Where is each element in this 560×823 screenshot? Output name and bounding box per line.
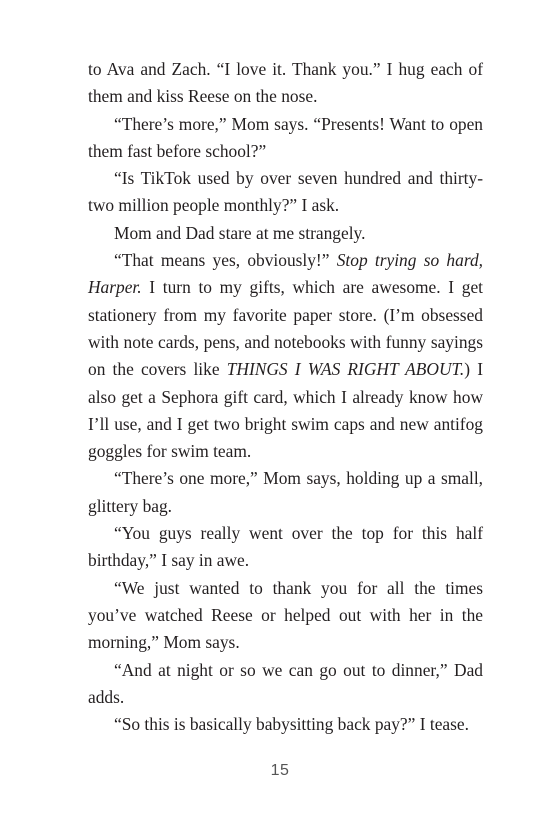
text-run: “Is TikTok used by over seven hundred and thirty-two million people monthly?” I ask. (88, 168, 483, 216)
text-run: to Ava and Zach. “I love it. Thank you.” I hug each of them and kiss Reese on the nose. (88, 59, 483, 107)
paragraph (88, 220, 483, 247)
paragraph (88, 520, 483, 575)
italic-text-run: THINGS I WAS RIGHT ABOUT. (226, 359, 465, 380)
page-number: 15 (270, 762, 290, 779)
text-run: “We just wanted to thank you for all the times you’ve watched Reese or helped out with her in the morning,” Mom says. (88, 577, 483, 653)
text-run: ) I also get a Sephora gift card, which I already know how I’ll use, and I get two bright swim caps and new antifog goggles for swim team. (88, 359, 483, 462)
paragraph (88, 465, 483, 520)
paragraph (88, 56, 483, 111)
text-run: “That means yes, obviously!” (114, 250, 337, 271)
page-body (88, 56, 483, 738)
text-run: I turn to my gifts, which are awesome. I get stationery from my favorite paper store. (I’m obsessed with note cards, pens, and notebooks with funny sayings on the covers like (88, 277, 483, 380)
paragraph (88, 575, 483, 657)
paragraph (88, 111, 483, 166)
text-run: “There’s more,” Mom says. “Presents! Want to open them fast before school?” (88, 113, 483, 161)
paragraph (88, 711, 483, 738)
paragraph (88, 247, 483, 465)
text-run: “You guys really went over the top for this half birthday,” I say in awe. (88, 523, 483, 571)
text-run: Mom and Dad stare at me strangely. (114, 222, 366, 243)
text-run: “So this is basically babysitting back pay?” I tease. (114, 714, 469, 735)
paragraph (88, 165, 483, 220)
italic-text-run: Stop trying so hard, Harper. (88, 250, 483, 298)
text-run: “There’s one more,” Mom says, holding up a small, glittery bag. (88, 468, 483, 516)
paragraph (88, 657, 483, 712)
text-run: “And at night or so we can go out to dinner,” Dad adds. (88, 659, 483, 707)
